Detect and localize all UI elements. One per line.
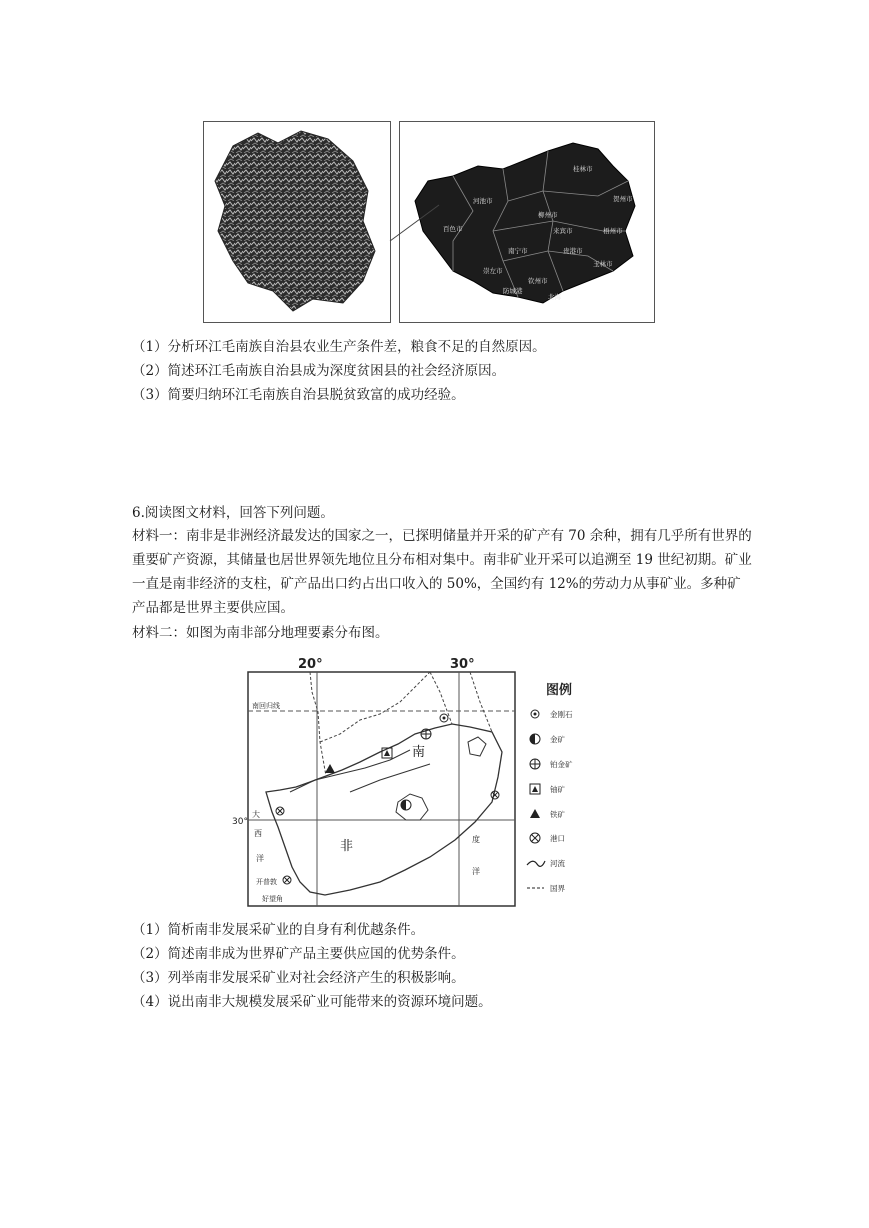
q6-question-3: （3）列举南非发展采矿业对社会经济产生的积极影响。 [132, 970, 465, 986]
legend-iron-label: 铁矿 [550, 810, 565, 819]
south-africa-figure [230, 652, 630, 910]
label-liuzhou: 柳州市 [538, 211, 558, 219]
label-hezhou: 贺州市 [613, 195, 633, 203]
legend-port-icon [530, 833, 540, 843]
q5-question-3: （3）简要归纳环江毛南族自治县脱贫致富的成功经验。 [132, 387, 465, 403]
q6-material-1: 材料一：南非是非洲经济最发达的国家之一，已探明储量并开采的矿产有 70 余种，拥有几乎所有世界的重要矿产资源，其储量也居世界领先地位且分布相对集中。南非矿业开采可以追溯至 19 世纪初期。矿业一直是南非经济的支柱，矿产品出口约占出口收入的 50%，全国约有 12%的劳动力从事矿业。多种矿产品都是世界主要供应国。 [132, 528, 752, 616]
q6-question-2: （2）简述南非成为世界矿产品主要供应国的优势条件。 [132, 946, 465, 962]
label-fangchenggang: 防城港 [503, 287, 523, 295]
label-qinzhou: 钦州市 [528, 277, 548, 285]
label-guigang: 贵港市 [563, 247, 583, 255]
q6-question-1: （1）简析南非发展采矿业的自身有利优越条件。 [132, 922, 425, 938]
legend-river-icon [527, 861, 545, 866]
legend-river-label: 河流 [550, 859, 565, 868]
label-nan: 南 [412, 745, 426, 760]
lon-20-label: 20° [298, 657, 323, 672]
tropic-label: 南回归线 [252, 702, 280, 710]
guangxi-figure [203, 121, 655, 323]
legend-port-label: 港口 [550, 834, 565, 843]
q6-question-4: （4）说出南非大规模发展采矿业可能带来的资源环境问题。 [132, 994, 492, 1010]
legend-diamond-label: 金刚石 [550, 710, 573, 719]
q6-material-2: 材料二：如图为南非部分地理要素分布图。 [132, 625, 389, 641]
label-nanning: 南宁市 [508, 247, 528, 255]
legend-gold-icon [530, 734, 540, 744]
south-africa-map-svg [230, 652, 630, 910]
q5-question-1: （1）分析环江毛南族自治县农业生产条件差，粮食不足的自然原因。 [132, 339, 546, 355]
label-baise: 百色市 [443, 225, 463, 233]
atlantic-char-3: 洋 [256, 854, 264, 863]
label-chongzuo: 崇左市 [483, 267, 503, 275]
indian-char-2: 洋 [472, 867, 480, 876]
legend-diamond-icon [531, 710, 539, 718]
label-laibin: 来宾市 [553, 227, 573, 235]
legend-platinum-icon [530, 759, 540, 769]
guangxi-figure-svg [203, 121, 655, 323]
legend-platinum-label: 铂金矿 [550, 760, 573, 769]
label-hechi: 河池市 [473, 197, 493, 205]
platinum-symbol-1 [421, 729, 431, 739]
legend-border-label: 国界 [550, 884, 565, 893]
indian-char-1: 度 [472, 835, 480, 844]
legend-uranium-label: 铀矿 [550, 785, 565, 794]
label-cape-of-good-hope: 好望角 [262, 895, 283, 903]
label-fei: 非 [340, 839, 354, 854]
lat-30-label: 30° [232, 817, 248, 827]
q6-title: 6.阅读图文材料，回答下列问题。 [132, 505, 334, 521]
legend-gold-label: 金矿 [550, 735, 565, 744]
lon-30-label: 30° [450, 657, 475, 672]
legend-title: 图例 [546, 683, 573, 698]
legend-uranium-icon [530, 784, 540, 794]
label-beihai: 北海 [548, 293, 561, 301]
map-legend [527, 682, 573, 893]
label-wuzhou: 梧州市 [603, 227, 623, 235]
atlantic-char-2: 西 [254, 829, 262, 838]
legend-iron-icon [530, 809, 540, 818]
atlantic-char-1: 大 [252, 810, 260, 819]
q5-question-2: （2）简述环江毛南族自治县成为深度贫困县的社会经济原因。 [132, 363, 506, 379]
label-yulin: 玉林市 [593, 260, 613, 268]
label-cape-town: 开普敦 [256, 878, 277, 886]
label-guilin: 桂林市 [573, 165, 593, 173]
